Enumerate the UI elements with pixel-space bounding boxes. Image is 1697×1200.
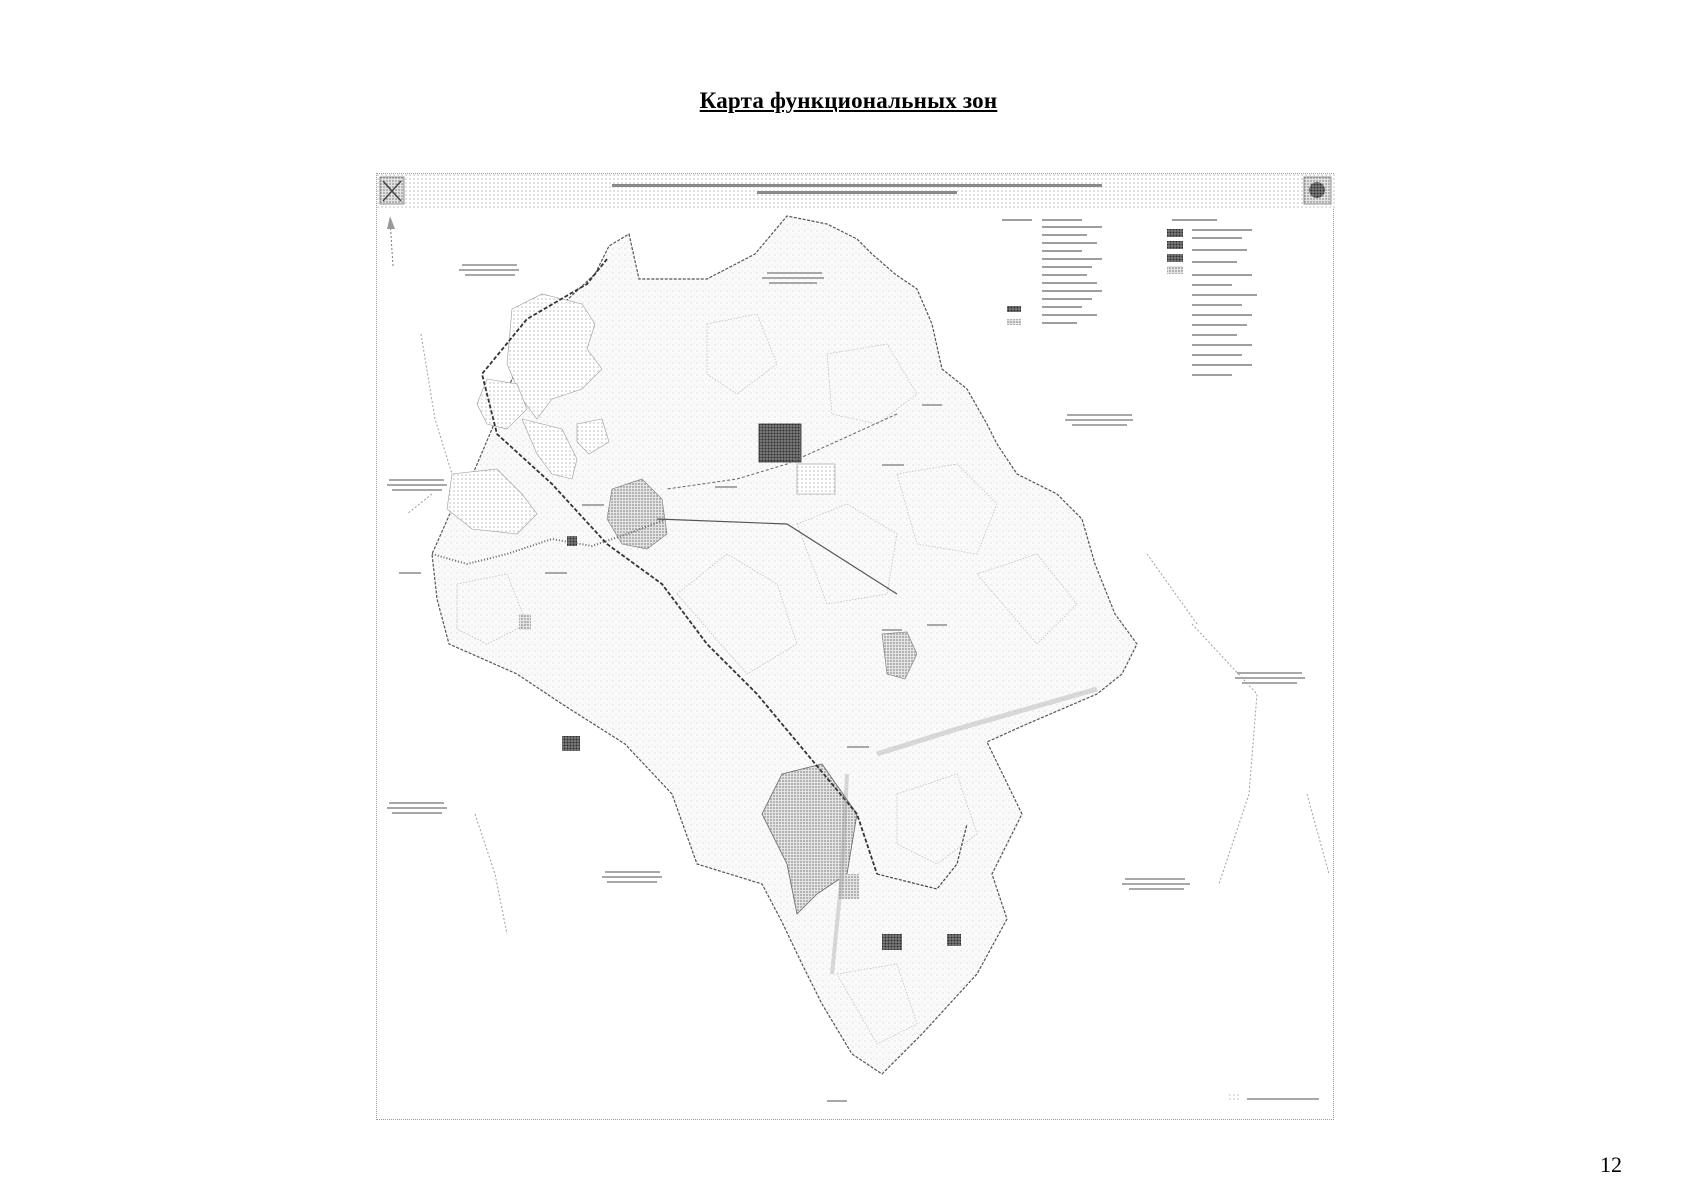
coat-of-arms-left-icon [380, 177, 404, 204]
map-canvas [377, 174, 1335, 1121]
north-arrow-icon [387, 216, 395, 266]
map-legend [1002, 219, 1257, 376]
page-number: 12 [1600, 1152, 1622, 1177]
map-header-band [377, 174, 1335, 208]
small-zone-4 [947, 934, 961, 946]
map-footer [827, 1094, 1319, 1102]
small-zone-3 [882, 934, 902, 950]
page-title: Карта функциональных зон [699, 88, 998, 113]
industrial-zone-dark [759, 424, 801, 462]
small-zone-1 [797, 464, 835, 494]
map-frame[interactable] [376, 173, 1334, 1120]
coat-of-arms-right-icon [1304, 177, 1331, 204]
small-zone-2 [562, 736, 580, 751]
small-zone-6 [519, 614, 531, 630]
